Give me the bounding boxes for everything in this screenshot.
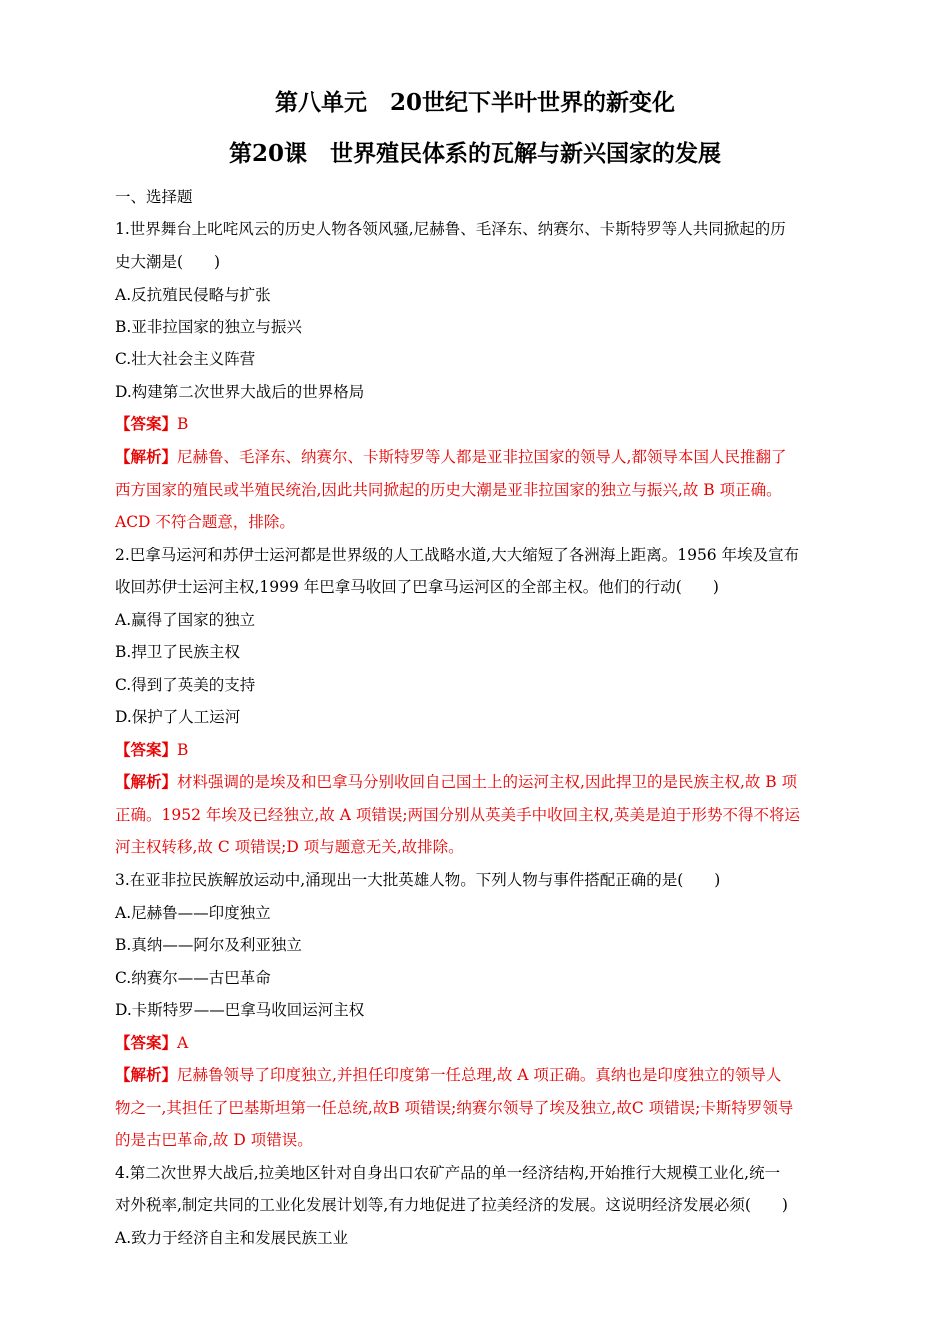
- question-2-option-b: B.捍卫了民族主权: [115, 643, 240, 661]
- question-2-option-d: D.保护了人工运河: [115, 708, 241, 726]
- question-2-answer: [115, 739, 188, 761]
- question-2-option-c: C.得到了英美的支持: [115, 676, 256, 694]
- question-1-analysis-line-2: 西方国家的殖民或半殖民统治,因此共同掀起的历史大潮是亚非拉国家的独立与振兴,故 B 项正确。: [115, 481, 782, 499]
- answer-label: 【答案】: [115, 414, 178, 433]
- question-2-analysis-line-3: 河主权转移,故 C 项错误;D 项与题意无关,故排除。: [115, 838, 464, 856]
- analysis-label: 【解析】: [115, 447, 178, 466]
- question-2-stem-line-1: 2.巴拿马运河和苏伊士运河都是世界级的人工战略水道,大大缩短了各洲海上距离。1956 年埃及宣布: [115, 546, 800, 564]
- section-heading: 一、选择题: [115, 188, 193, 206]
- question-2-analysis-line-1: [115, 771, 797, 793]
- question-4-option-a: A.致力于经济自主和发展民族工业: [115, 1229, 349, 1247]
- answer-value: B: [177, 741, 189, 759]
- question-2-option-a: A.赢得了国家的独立: [115, 611, 256, 629]
- question-3-option-c: C.纳赛尔——古巴革命: [115, 969, 271, 987]
- question-3-option-d: D.卡斯特罗——巴拿马收回运河主权: [115, 1001, 365, 1019]
- analysis-label: 【解析】: [115, 1065, 178, 1084]
- question-1-analysis-line-3: ACD 不符合题意，排除。: [115, 513, 295, 531]
- answer-value: A: [177, 1034, 189, 1052]
- answer-label: 【答案】: [115, 740, 178, 759]
- lesson-title: 第20课 世界殖民体系的瓦解与新兴国家的发展: [228, 140, 721, 167]
- answer-value: B: [177, 415, 189, 433]
- question-3-analysis-line-3: 的是古巴革命,故 D 项错误。: [115, 1131, 313, 1149]
- question-1-option-c: C.壮大社会主义阵营: [115, 350, 256, 368]
- analysis-text: 尼赫鲁领导了印度独立,并担任印度第一任总理,故 A 项正确。真纳也是印度独立的领导人: [177, 1066, 782, 1084]
- question-2-stem-line-2: 收回苏伊士运河主权,1999 年巴拿马收回了巴拿马运河区的全部主权。他们的行动( ): [115, 578, 719, 596]
- analysis-text: 材料强调的是埃及和巴拿马分别收回自己国土上的运河主权,因此捍卫的是民族主权,故 B 项: [177, 773, 798, 791]
- question-3-option-a: A.尼赫鲁——印度独立: [115, 904, 271, 922]
- question-1-option-d: D.构建第二次世界大战后的世界格局: [115, 383, 365, 401]
- analysis-label: 【解析】: [115, 772, 178, 791]
- unit-title: 第八单元 20世纪下半叶世界的新变化: [274, 89, 675, 116]
- question-3-analysis-line-2: 物之一,其担任了巴基斯坦第一任总统,故B 项错误;纳赛尔领导了埃及独立,故C 项错误;卡斯特罗领导: [115, 1099, 794, 1117]
- question-1-stem-line-2: 史大潮是( ): [115, 253, 221, 271]
- answer-label: 【答案】: [115, 1033, 178, 1052]
- question-3-stem-line-1: 3.在亚非拉民族解放运动中,涌现出一大批英雄人物。下列人物与事件搭配正确的是( ): [115, 871, 721, 889]
- question-4-stem-line-2: 对外税率,制定共同的工业化发展计划等,有力地促进了拉美经济的发展。这说明经济发展必须( ): [115, 1196, 788, 1214]
- analysis-text: 尼赫鲁、毛泽东、纳赛尔、卡斯特罗等人都是亚非拉国家的领导人,都领导本国人民推翻了: [177, 448, 787, 466]
- question-3-analysis-line-1: [115, 1064, 781, 1086]
- question-1-option-a: A.反抗殖民侵略与扩张: [115, 286, 271, 304]
- question-3-answer: [115, 1032, 188, 1054]
- question-1-stem-line-1: 1.世界舞台上叱咤风云的历史人物各领风骚,尼赫鲁、毛泽东、纳赛尔、卡斯特罗等人共同掀起的历: [115, 220, 786, 238]
- question-1-option-b: B.亚非拉国家的独立与振兴: [115, 318, 302, 336]
- question-1-answer: [115, 413, 188, 435]
- question-3-option-b: B.真纳——阿尔及利亚独立: [115, 936, 302, 954]
- question-1-analysis-line-1: [115, 446, 786, 468]
- question-4-stem-line-1: 4.第二次世界大战后,拉美地区针对自身出口农矿产品的单一经济结构,开始推行大规模工业化,统一: [115, 1164, 781, 1182]
- question-2-analysis-line-2: 正确。1952 年埃及已经独立,故 A 项错误;两国分别从英美手中收回主权,英美是迫于形势不得不将运: [115, 806, 801, 824]
